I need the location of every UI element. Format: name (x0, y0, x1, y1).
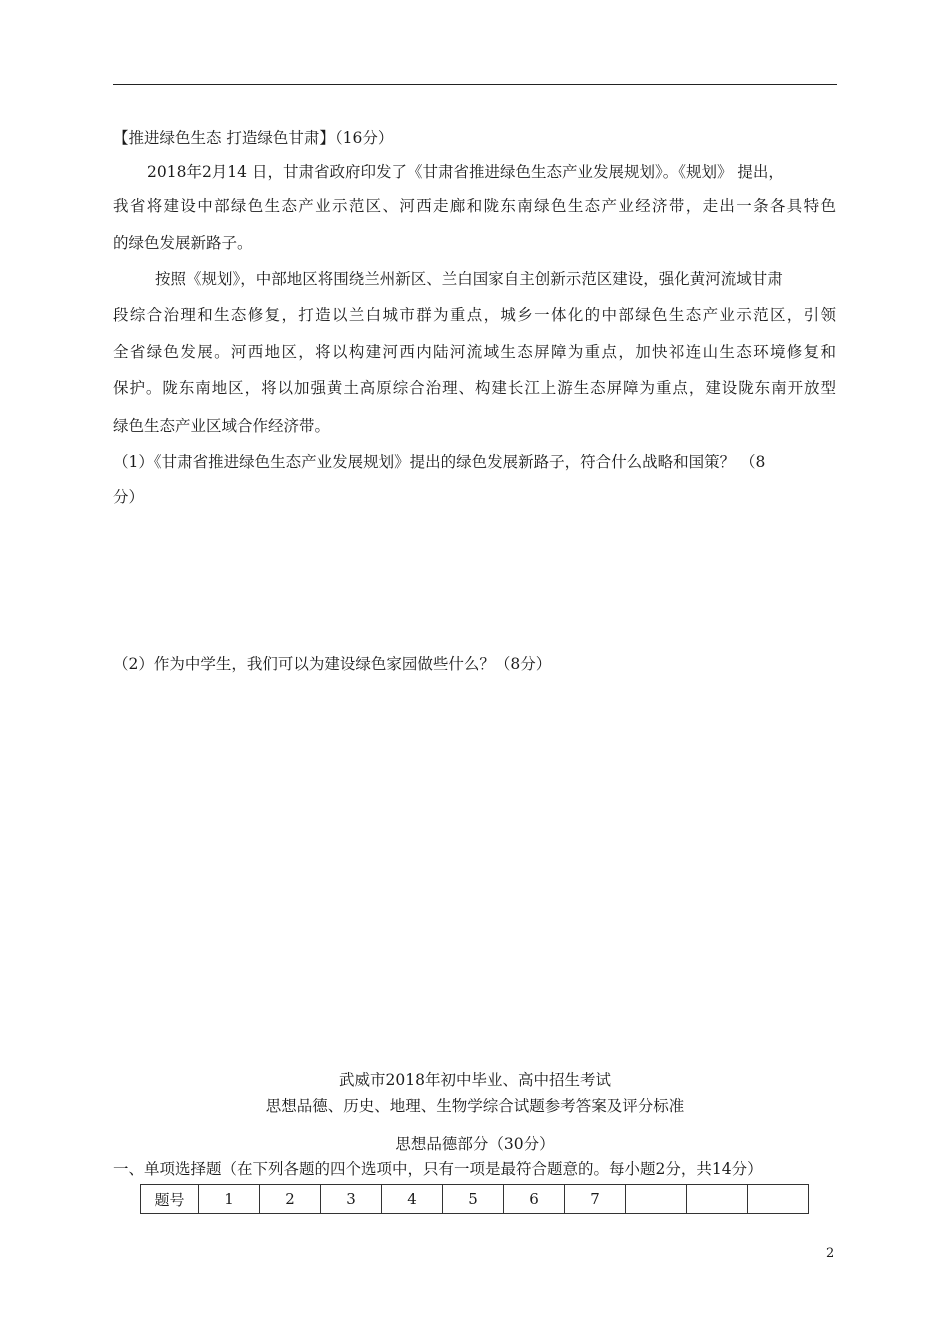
para1-line1: 2018年2月14 日，甘肃省政府印发了《甘肃省推进绿色生态产业发展规划》。《规划》 提出， (147, 163, 784, 181)
table-cell-7: 7 (565, 1185, 626, 1214)
para1-line2: 我省将建设中部绿色生态产业示范区、河西走廊和陇东南绿色生态产业经济带，走出一条各具特色 (113, 197, 836, 215)
section-heading: 【推进绿色生态 打造绿色甘肃】（16分） (113, 129, 394, 147)
table-cell-header: 题号 (141, 1185, 199, 1214)
question-1-line2: 分） (113, 488, 145, 506)
table-cell-4: 4 (382, 1185, 443, 1214)
para2-line1: 按照《规划》，中部地区将围绕兰州新区、兰白国家自主创新示范区建设，强化黄河流域甘肃 (155, 270, 783, 288)
answer-table-row (141, 1185, 809, 1214)
table-cell-2: 2 (260, 1185, 321, 1214)
table-cell-1: 1 (199, 1185, 260, 1214)
answer-table (140, 1184, 809, 1214)
answer-title-2: 思想品德、历史、地理、生物学综合试题参考答案及评分标准 (265, 1097, 685, 1115)
para2-line3: 全省绿色发展。河西地区，将以构建河西内陆河流域生态屏障为重点，加快祁连山生态环境修复和 (113, 343, 836, 361)
answer-part-heading: 思想品德部分（30分） (395, 1135, 555, 1153)
answer-instruction: 一、单项选择题（在下列各题的四个选项中，只有一项是最符合题意的。每小题2分，共14分） (113, 1160, 763, 1178)
para2-line5: 绿色生态产业区域合作经济带。 (113, 417, 331, 435)
question-1-line1: （1）《甘肃省推进绿色生态产业发展规划》提出的绿色发展新路子，符合什么战略和国策？ （8 (113, 453, 766, 471)
question-2: （2）作为中学生，我们可以为建设绿色家园做些什么？（8分） (113, 655, 552, 673)
para2-line4: 保护。陇东南地区，将以加强黄土高原综合治理、构建长江上游生态屏障为重点，建设陇东南开放型 (113, 379, 836, 397)
table-cell-3: 3 (321, 1185, 382, 1214)
table-cell-5: 5 (443, 1185, 504, 1214)
page-number: 2 (826, 1246, 835, 1261)
table-cell-6: 6 (504, 1185, 565, 1214)
answer-title-1: 武威市2018年初中毕业、高中招生考试 (339, 1071, 611, 1089)
para1-line3: 的绿色发展新路子。 (113, 234, 253, 252)
table-cell-9 (687, 1185, 748, 1214)
para2-line2: 段综合治理和生态修复，打造以兰白城市群为重点，城乡一体化的中部绿色生态产业示范区，引领 (113, 306, 836, 324)
header-rule (113, 84, 837, 85)
table-cell-10 (748, 1185, 809, 1214)
table-cell-8 (626, 1185, 687, 1214)
